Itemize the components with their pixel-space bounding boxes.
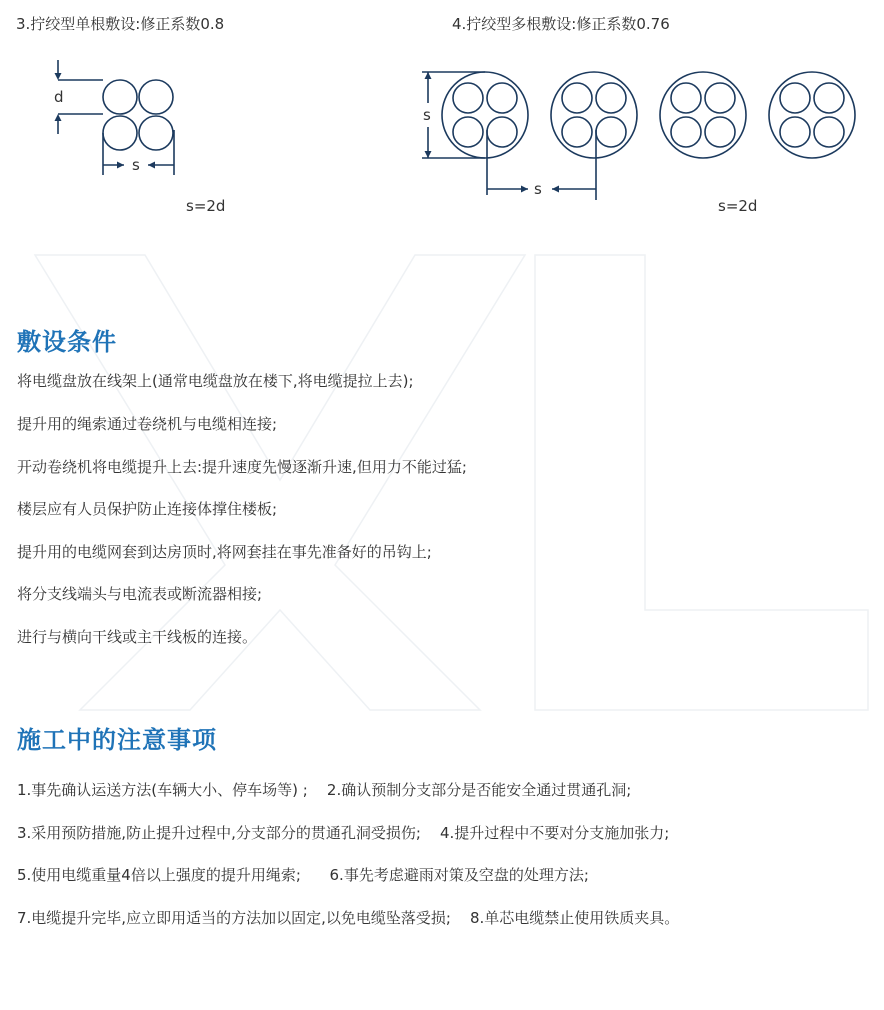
figure-single-diagram [40,50,200,185]
figure-multi-diagram [410,55,870,205]
single-dim-s-label: s [132,156,140,174]
section-construction-notes-title: 施工中的注意事项 [17,726,217,754]
laying-condition-item: 提升用的电缆网套到达房顶时,将网套挂在事先准备好的吊钩上; [17,543,432,561]
multi-dim-s-vertical-label: s [423,106,431,124]
section-laying-conditions-title: 敷设条件 [17,328,117,356]
figure-multi-caption: 4.拧绞型多根敷设:修正系数0.76 [452,15,670,33]
multi-bundle-4 [769,72,855,158]
background-watermark [0,250,884,720]
construction-note-row: 1.事先确认运送方法(车辆大小、停车场等) ; 2.确认预制分支部分是否能安全通过贯通孔洞; [17,781,632,799]
construction-note-row: 5.使用电缆重量4倍以上强度的提升用绳索; 6.事先考虑避雨对策及空盘的处理方法; [17,866,589,884]
multi-bundle-2 [551,72,637,158]
laying-condition-item: 将分支线端头与电流表或断流器相接; [17,585,263,603]
laying-condition-item: 提升用的绳索通过卷绕机与电缆相连接; [17,415,278,433]
construction-note-row: 7.电缆提升完毕,应立即用适当的方法加以固定,以免电缆坠落受损; 8.单芯电缆禁止使用铁质夹具。 [17,909,680,927]
single-conductor-3 [103,116,137,150]
multi-dim-s-horizontal-label: s [534,180,542,198]
laying-condition-item: 开动卷绕机将电缆提升上去:提升速度先慢逐渐升速,但用力不能过猛; [17,458,467,476]
figure-single-caption: 3.拧绞型单根敷设:修正系数0.8 [16,15,225,33]
construction-note-row: 3.采用预防措施,防止提升过程中,分支部分的贯通孔洞受损伤; 4.提升过程中不要对分支施加张力; [17,824,670,842]
multi-bundle-3 [660,72,746,158]
multi-bundle-1 [442,72,528,158]
single-dim-d-label: d [54,88,64,106]
laying-condition-item: 将电缆盘放在线架上(通常电缆盘放在楼下,将电缆提拉上去); [17,372,414,390]
figure-single-formula: s=2d [186,197,226,215]
single-conductor-1 [103,80,137,114]
laying-condition-item: 楼层应有人员保护防止连接体撑住楼板; [17,500,278,518]
single-conductor-2 [139,80,173,114]
single-conductor-4 [139,116,173,150]
laying-condition-item: 进行与横向干线或主干线板的连接。 [17,628,258,646]
figure-multi-formula: s=2d [718,197,758,215]
